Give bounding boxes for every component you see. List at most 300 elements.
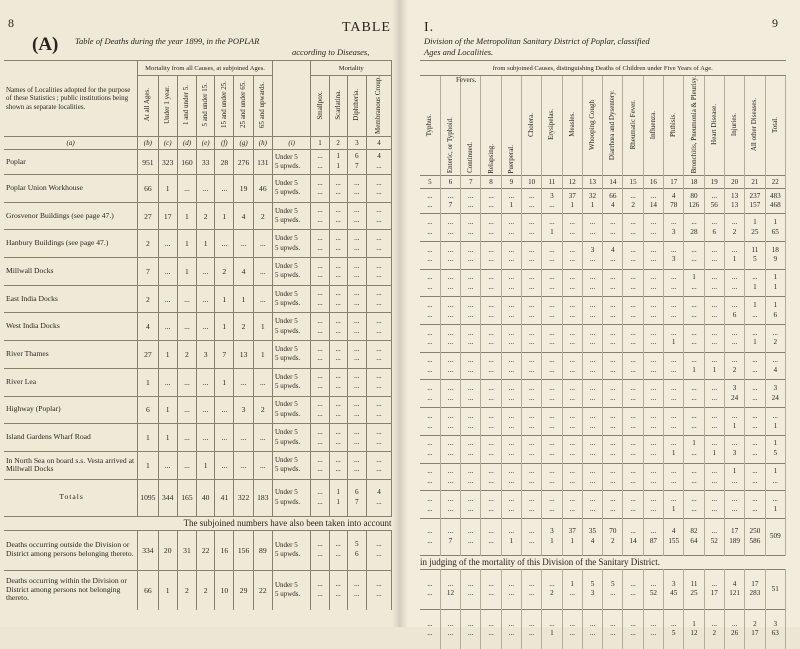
age-count: 7 bbox=[215, 341, 234, 369]
over-5-value: 1 bbox=[671, 338, 676, 347]
disease-count bbox=[664, 214, 684, 242]
over-5-value: 17 bbox=[710, 589, 718, 598]
over-5-value: ... bbox=[354, 243, 360, 252]
disease-count bbox=[521, 408, 541, 436]
disease-count bbox=[603, 408, 623, 436]
locality-name: East India Docks bbox=[4, 285, 138, 313]
under-5-value: ... bbox=[488, 301, 494, 310]
under-5-value: ... bbox=[468, 439, 474, 448]
under-5-value: ... bbox=[630, 301, 636, 310]
over-5-value: ... bbox=[569, 338, 575, 347]
over-5-value: ... bbox=[335, 216, 341, 225]
over-5-value: ... bbox=[610, 504, 616, 513]
disease-count bbox=[745, 609, 765, 649]
under-5-value: ... bbox=[447, 494, 454, 503]
age-count: 322 bbox=[234, 479, 253, 516]
under-5-value: ... bbox=[427, 619, 433, 628]
disease-count bbox=[347, 451, 366, 479]
age-count: ... bbox=[253, 368, 272, 396]
disease-count bbox=[664, 435, 684, 463]
under-5-value: ... bbox=[589, 356, 596, 365]
disease-count bbox=[562, 408, 582, 436]
over-5-value: 283 bbox=[749, 589, 761, 598]
disease-count bbox=[420, 325, 440, 353]
disease-row bbox=[420, 325, 786, 353]
disease-count bbox=[311, 368, 329, 396]
disease-count bbox=[724, 297, 744, 325]
under-5-value: 66 bbox=[609, 191, 617, 200]
under-5-value: ... bbox=[610, 273, 616, 282]
over-5-value: ... bbox=[335, 188, 341, 197]
age-column-label: 5 and under 15. bbox=[201, 83, 210, 127]
under-5-value: 35 bbox=[588, 527, 597, 536]
disease-row bbox=[420, 518, 786, 555]
over-5-value: ... bbox=[447, 366, 454, 375]
under-5-value: ... bbox=[650, 384, 657, 393]
locality-name: Deaths occurring outside the Division or District among persons belonging thereto. bbox=[4, 530, 138, 570]
disease-count bbox=[582, 435, 602, 463]
over-5-value: ... bbox=[630, 449, 636, 458]
disease-count bbox=[664, 491, 684, 519]
over-5-value: 126 bbox=[688, 201, 700, 210]
age-count: 1 bbox=[177, 230, 196, 258]
over-5-value: ... bbox=[569, 589, 575, 598]
disease-count bbox=[684, 435, 704, 463]
under-5-value: ... bbox=[691, 301, 697, 310]
age-count: ... bbox=[158, 258, 177, 286]
age-count: ... bbox=[197, 396, 215, 424]
locality-row bbox=[4, 313, 392, 341]
age-count: ... bbox=[177, 285, 196, 313]
over-5-value: 64 bbox=[690, 536, 698, 545]
disease-count bbox=[643, 435, 663, 463]
under-5-value: ... bbox=[488, 467, 494, 476]
under-5-value: ... bbox=[335, 427, 341, 436]
over-5-value: ... bbox=[488, 536, 494, 545]
under-5-value: ... bbox=[630, 467, 636, 476]
over-5-value: ... bbox=[630, 283, 636, 292]
under-5-value: ... bbox=[772, 411, 778, 420]
under-5-value: ... bbox=[589, 619, 596, 628]
age-count: ... bbox=[158, 451, 177, 479]
over-5-value: 4 bbox=[611, 201, 615, 210]
disease-count bbox=[704, 352, 724, 380]
age-under-5-label: Under 5 bbox=[274, 400, 298, 409]
disease-row bbox=[420, 189, 786, 214]
disease-count bbox=[329, 368, 347, 396]
under-5-value: ... bbox=[488, 439, 494, 448]
disease-count bbox=[745, 242, 765, 270]
disease-count bbox=[603, 463, 623, 491]
disease-count bbox=[521, 518, 541, 555]
disease-row bbox=[420, 352, 786, 380]
disease-count bbox=[562, 380, 582, 408]
under-5-value: ... bbox=[335, 344, 341, 353]
disease-count bbox=[501, 297, 521, 325]
over-5-value: 1 bbox=[336, 162, 340, 170]
under-5-value: 80 bbox=[690, 191, 698, 200]
over-5-value: ... bbox=[711, 504, 717, 513]
age-under-5-label: Under 5 bbox=[274, 261, 298, 270]
under-5-value: ... bbox=[468, 467, 474, 476]
under-5-value: ... bbox=[630, 191, 636, 200]
over-5-value: ... bbox=[354, 590, 360, 599]
over-5-value: 12 bbox=[690, 629, 698, 638]
disease-count bbox=[329, 341, 347, 369]
column-number: 12 bbox=[562, 176, 582, 189]
locality-row bbox=[4, 258, 392, 286]
age-count: ... bbox=[177, 424, 196, 452]
under-5-value: ... bbox=[447, 245, 454, 254]
over-5-value: 1 bbox=[773, 283, 778, 292]
over-5-value: ... bbox=[731, 476, 738, 485]
under-5-value: ... bbox=[317, 372, 323, 381]
over-5-value: ... bbox=[528, 366, 535, 375]
caption-center: according to Diseases, bbox=[292, 47, 370, 57]
over-5-value: ... bbox=[468, 504, 474, 513]
locality-row bbox=[4, 341, 392, 369]
disease-count bbox=[440, 408, 460, 436]
under-5-value: ... bbox=[354, 178, 360, 187]
disease-count bbox=[704, 609, 724, 649]
over-5-value: ... bbox=[610, 227, 616, 236]
over-5-value: ... bbox=[508, 366, 515, 375]
over-5-value: ... bbox=[528, 449, 535, 458]
disease-count bbox=[347, 175, 366, 203]
over-5-value: ... bbox=[427, 227, 433, 236]
under-5-value: 250 bbox=[749, 527, 761, 536]
disease-count bbox=[440, 609, 460, 649]
under-5-value: ... bbox=[569, 411, 575, 420]
disease-count bbox=[521, 380, 541, 408]
age-count: ... bbox=[234, 230, 253, 258]
under-5-value: ... bbox=[354, 400, 360, 409]
under-5-value: ... bbox=[671, 301, 677, 310]
age-count: ... bbox=[253, 230, 272, 258]
under-5-value: 1 bbox=[753, 301, 757, 310]
under-5-value: ... bbox=[468, 356, 474, 365]
under-5-value: ... bbox=[650, 245, 657, 254]
disease-count bbox=[311, 313, 329, 341]
over-5-value: ... bbox=[691, 449, 697, 458]
under-5-value: ... bbox=[376, 206, 382, 215]
disease-count bbox=[704, 569, 724, 609]
over-5-value: 7 bbox=[355, 162, 359, 170]
locality-row bbox=[4, 570, 392, 610]
under-5-value: ... bbox=[630, 439, 636, 448]
left-page bbox=[0, 0, 400, 627]
over-5-value: 45 bbox=[670, 589, 678, 598]
age-count: 1095 bbox=[138, 479, 158, 516]
age-count: 89 bbox=[253, 530, 272, 570]
disease-count bbox=[366, 570, 391, 610]
over-5-value: ... bbox=[468, 393, 474, 402]
disease-count bbox=[582, 214, 602, 242]
under-5-value: ... bbox=[671, 245, 677, 254]
over-5-value: ... bbox=[447, 338, 454, 347]
age-count: 3 bbox=[197, 341, 215, 369]
over-5-value: ... bbox=[691, 283, 697, 292]
column-number: 5 bbox=[420, 176, 440, 189]
over-5-value: ... bbox=[468, 629, 474, 638]
age-under-5-label: Under 5 bbox=[274, 488, 298, 497]
disease-count bbox=[724, 569, 744, 609]
under-5-value: 70 bbox=[609, 527, 617, 536]
age-count: ... bbox=[253, 451, 272, 479]
over-5-value: 56 bbox=[710, 201, 718, 210]
age-under-5-label: Under 5 bbox=[274, 345, 298, 354]
title-number: I. bbox=[424, 20, 435, 35]
disease-count bbox=[623, 269, 643, 297]
column-number: 18 bbox=[684, 176, 704, 189]
disease-count bbox=[440, 214, 460, 242]
over-5-value: ... bbox=[569, 449, 575, 458]
disease-column-header bbox=[724, 76, 744, 176]
under-5-value: ... bbox=[610, 328, 616, 337]
over-5-value: ... bbox=[752, 476, 758, 485]
under-5-value: ... bbox=[427, 191, 433, 200]
under-5-value: ... bbox=[508, 467, 515, 476]
under-5-value: ... bbox=[376, 455, 382, 464]
under-5-value: ... bbox=[508, 411, 515, 420]
disease-count bbox=[311, 258, 329, 286]
locality-row bbox=[4, 424, 392, 452]
disease-count bbox=[420, 214, 440, 242]
over-5-value: ... bbox=[427, 504, 433, 513]
under-5-value: ... bbox=[589, 384, 596, 393]
disease-count bbox=[704, 463, 724, 491]
disease-count bbox=[481, 435, 501, 463]
over-5-value: ... bbox=[528, 536, 535, 545]
disease-count bbox=[521, 463, 541, 491]
disease-count bbox=[420, 408, 440, 436]
under-5-value: ... bbox=[650, 273, 657, 282]
over-5-value: 1 bbox=[570, 536, 575, 545]
over-5-value: ... bbox=[711, 338, 717, 347]
disease-count bbox=[765, 325, 785, 353]
disease-count bbox=[684, 269, 704, 297]
under-5-value: ... bbox=[731, 328, 738, 337]
over-5-value: ... bbox=[711, 283, 717, 292]
disease-count bbox=[347, 530, 366, 570]
disease-count bbox=[684, 242, 704, 270]
under-5-value: 3 bbox=[773, 619, 778, 628]
under-5-value: ... bbox=[317, 289, 323, 298]
over-5-value: ... bbox=[354, 188, 360, 197]
over-5-value: 586 bbox=[749, 536, 761, 545]
disease-count bbox=[461, 463, 481, 491]
disease-count bbox=[603, 269, 623, 297]
column-letter: (e) bbox=[197, 137, 215, 150]
column-letter: (g) bbox=[234, 137, 253, 150]
disease-count bbox=[542, 325, 562, 353]
over-5-value: 1 bbox=[773, 504, 778, 513]
under-5-value: 1 bbox=[336, 487, 340, 496]
under-5-value: ... bbox=[711, 356, 717, 365]
under-5-value: 11 bbox=[690, 579, 698, 588]
disease-count bbox=[623, 297, 643, 325]
age-count: ... bbox=[177, 396, 196, 424]
disease-count bbox=[724, 242, 744, 270]
under-5-value: ... bbox=[630, 494, 636, 503]
disease-count bbox=[420, 569, 440, 609]
age-count: 156 bbox=[234, 530, 253, 570]
disease-count bbox=[329, 451, 347, 479]
under-5-value: ... bbox=[630, 619, 636, 628]
column-number: 17 bbox=[664, 176, 684, 189]
under-5-value: ... bbox=[691, 411, 697, 420]
over-5-value: ... bbox=[752, 366, 758, 375]
over-5-value: ... bbox=[317, 497, 323, 506]
over-5-value: ... bbox=[376, 497, 382, 506]
over-5-value: ... bbox=[569, 476, 575, 485]
locality-name: Totals bbox=[4, 479, 138, 516]
locality-name: Island Gardens Wharf Road bbox=[4, 424, 138, 452]
disease-column-header bbox=[366, 76, 391, 137]
disease-count bbox=[481, 325, 501, 353]
disease-count bbox=[603, 189, 623, 214]
over-5-value: ... bbox=[569, 366, 575, 375]
over-5-value: ... bbox=[671, 283, 677, 292]
over-5-value: 1 bbox=[590, 201, 595, 210]
disease-count bbox=[704, 269, 724, 297]
over-5-value: ... bbox=[335, 465, 341, 474]
over-5-value: 25 bbox=[690, 589, 698, 598]
under-5-value: 6 bbox=[355, 152, 359, 161]
under-5-value: ... bbox=[650, 411, 657, 420]
disease-count bbox=[501, 214, 521, 242]
over-5-value: ... bbox=[610, 310, 616, 319]
age-column-header bbox=[177, 76, 196, 137]
age-group-labels bbox=[272, 285, 311, 313]
disease-count bbox=[765, 569, 785, 609]
disease-count bbox=[562, 518, 582, 555]
under-5-value: ... bbox=[528, 191, 535, 200]
under-5-value: 37 bbox=[568, 527, 576, 536]
under-5-value: ... bbox=[589, 328, 596, 337]
age-count: 40 bbox=[197, 479, 215, 516]
disease-count bbox=[347, 570, 366, 610]
disease-count bbox=[501, 491, 521, 519]
over-5-value: ... bbox=[317, 162, 323, 170]
age-5-upwards-label: 5 upwds. bbox=[274, 354, 301, 363]
over-5-value: 1 bbox=[671, 449, 676, 458]
under-5-value: ... bbox=[427, 328, 433, 337]
locality-row bbox=[4, 396, 392, 424]
over-5-value: ... bbox=[447, 476, 454, 485]
age-column-header bbox=[158, 76, 177, 137]
over-5-value: 468 bbox=[769, 201, 781, 210]
disease-count bbox=[481, 408, 501, 436]
disease-count bbox=[603, 325, 623, 353]
under-5-value: ... bbox=[354, 289, 360, 298]
age-group-labels bbox=[272, 258, 311, 286]
disease-row bbox=[420, 491, 786, 519]
disease-count bbox=[347, 341, 366, 369]
disease-count bbox=[329, 202, 347, 230]
under-5-value: ... bbox=[508, 579, 515, 588]
age-count: 1 bbox=[177, 258, 196, 286]
under-5-value: ... bbox=[549, 245, 555, 254]
under-5-value: ... bbox=[671, 619, 677, 628]
age-group-labels bbox=[272, 313, 311, 341]
under-5-value: 1 bbox=[336, 152, 340, 161]
over-5-value: ... bbox=[569, 283, 575, 292]
disease-count bbox=[440, 491, 460, 519]
column-letter: (d) bbox=[177, 137, 196, 150]
under-5-value: ... bbox=[630, 384, 636, 393]
over-5-value: ... bbox=[711, 310, 717, 319]
age-count: ... bbox=[234, 368, 253, 396]
under-5-value: ... bbox=[468, 273, 474, 282]
under-5-value: ... bbox=[488, 619, 494, 628]
age-count: 2 bbox=[197, 202, 215, 230]
under-5-value: ... bbox=[671, 384, 677, 393]
age-5-upwards-label: 5 upwds. bbox=[274, 550, 301, 559]
under-5-value: ... bbox=[488, 527, 494, 536]
under-5-value: ... bbox=[447, 356, 454, 365]
over-5-value: ... bbox=[752, 393, 758, 402]
under-5-value: ... bbox=[671, 356, 677, 365]
disease-column-header bbox=[501, 76, 521, 176]
age-group-labels bbox=[272, 424, 311, 452]
under-5-value: 3 bbox=[732, 384, 737, 393]
disease-count bbox=[643, 325, 663, 353]
locality-row bbox=[4, 202, 392, 230]
over-5-value: ... bbox=[447, 449, 454, 458]
over-5-value: ... bbox=[376, 216, 382, 225]
under-5-value: ... bbox=[691, 467, 697, 476]
under-5-value: ... bbox=[711, 467, 717, 476]
under-5-value: ... bbox=[376, 178, 382, 187]
disease-count bbox=[501, 380, 521, 408]
under-5-value: ... bbox=[488, 356, 494, 365]
under-5-value: ... bbox=[731, 273, 738, 282]
over-5-value: ... bbox=[569, 393, 575, 402]
disease-count bbox=[311, 341, 329, 369]
over-5-value: ... bbox=[508, 421, 515, 430]
locality-row bbox=[4, 451, 392, 479]
age-count: 6 bbox=[138, 396, 158, 424]
over-5-value: ... bbox=[671, 310, 677, 319]
age-count: 27 bbox=[138, 202, 158, 230]
column-number: 13 bbox=[582, 176, 602, 189]
under-5-value: ... bbox=[610, 439, 616, 448]
disease-count bbox=[582, 242, 602, 270]
age-5-upwards-label: 5 upwds. bbox=[274, 382, 301, 391]
over-5-value: ... bbox=[354, 465, 360, 474]
caption-right-2: Ages and Localities. bbox=[424, 47, 494, 57]
over-5-value: ... bbox=[731, 283, 738, 292]
disease-count bbox=[347, 258, 366, 286]
disease-count bbox=[366, 368, 391, 396]
disease-count bbox=[481, 609, 501, 649]
over-5-value: 1 bbox=[550, 629, 554, 638]
under-5-value: ... bbox=[671, 411, 677, 420]
under-5-value: ... bbox=[468, 579, 474, 588]
under-5-value: ... bbox=[508, 356, 515, 365]
over-5-value: 78 bbox=[670, 201, 678, 210]
disease-count bbox=[481, 297, 501, 325]
disease-row bbox=[420, 269, 786, 297]
under-5-value: ... bbox=[447, 217, 454, 226]
under-5-value: ... bbox=[508, 191, 515, 200]
over-5-value: ... bbox=[589, 366, 596, 375]
over-5-value: 1 bbox=[732, 421, 737, 430]
over-5-value: 5 bbox=[773, 449, 778, 458]
under-5-value: ... bbox=[711, 384, 717, 393]
over-5-value: ... bbox=[376, 188, 382, 197]
